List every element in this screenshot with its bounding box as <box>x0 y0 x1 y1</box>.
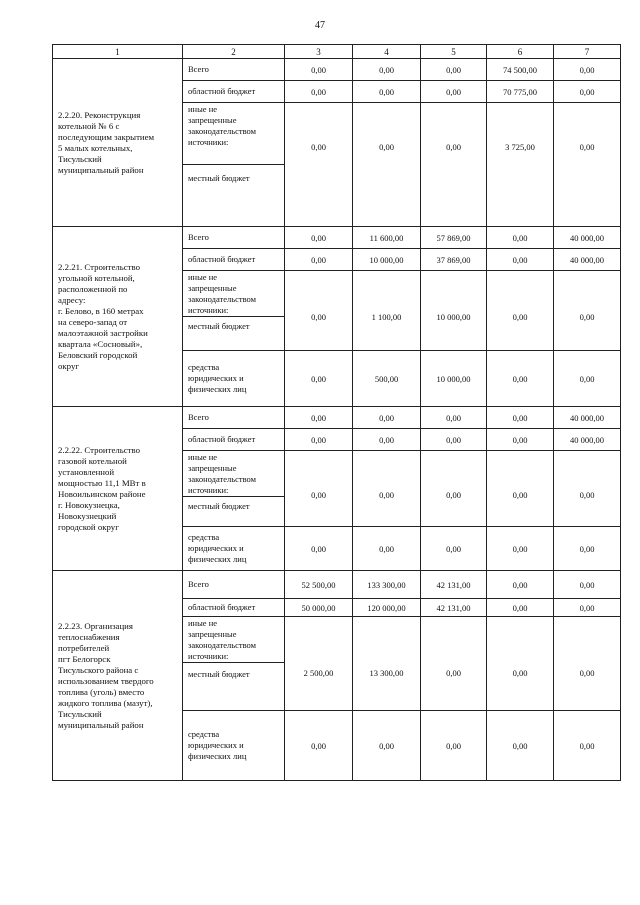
column-header: 2 <box>183 45 285 59</box>
value-cell: 0,00 <box>487 711 554 781</box>
value-cell: 37 869,00 <box>421 249 487 271</box>
source-label <box>183 271 285 317</box>
value-cell: 0,00 <box>421 103 487 227</box>
value-cell: 0,00 <box>421 81 487 103</box>
value-cell: 500,00 <box>353 351 421 407</box>
value-cell: 40 000,00 <box>554 407 621 429</box>
value-cell: 0,00 <box>285 103 353 227</box>
value-cell: 10 000,00 <box>421 271 487 351</box>
value-cell: 0,00 <box>554 59 621 81</box>
value-cell: 40 000,00 <box>554 249 621 271</box>
budget-table <box>52 44 621 781</box>
column-header: 5 <box>421 45 487 59</box>
value-cell: 0,00 <box>421 429 487 451</box>
value-cell: 0,00 <box>285 59 353 81</box>
value-cell: 0,00 <box>421 407 487 429</box>
project-name-cell <box>53 59 183 227</box>
project-name: 2.2.22. Строительство газовой котельной установленной мощностью 11,1 МВт в Новоильинском районе г. Новокузнецка, Новокузнецкий городской округ <box>58 444 146 532</box>
value-cell: 50 000,00 <box>285 599 353 617</box>
table-row <box>53 571 621 599</box>
value-cell: 0,00 <box>487 451 554 527</box>
source-label: областной бюджет <box>183 599 285 617</box>
value-cell: 0,00 <box>487 599 554 617</box>
table-row <box>53 227 621 249</box>
table-row <box>53 407 621 429</box>
value-cell: 0,00 <box>353 451 421 527</box>
value-cell: 0,00 <box>353 429 421 451</box>
source-label <box>183 711 285 781</box>
legal-entities-label: средства юридических и физических лиц <box>188 729 247 761</box>
project-name-cell <box>53 407 183 571</box>
value-cell: 0,00 <box>554 271 621 351</box>
source-label: местный бюджет <box>183 165 285 227</box>
source-label: областной бюджет <box>183 429 285 451</box>
value-cell: 0,00 <box>554 451 621 527</box>
value-cell: 0,00 <box>353 103 421 227</box>
value-cell: 0,00 <box>285 451 353 527</box>
value-cell: 0,00 <box>285 429 353 451</box>
value-cell: 0,00 <box>487 249 554 271</box>
value-cell: 40 000,00 <box>554 429 621 451</box>
table-header-row <box>53 45 621 59</box>
source-label: областной бюджет <box>183 249 285 271</box>
source-label: местный бюджет <box>183 317 285 351</box>
value-cell: 0,00 <box>554 599 621 617</box>
value-cell: 120 000,00 <box>353 599 421 617</box>
value-cell: 0,00 <box>487 271 554 351</box>
other-sources-heading: иные не запрещенные законодательством источники: <box>188 618 257 661</box>
value-cell: 133 300,00 <box>353 571 421 599</box>
table-row <box>53 59 621 81</box>
column-header: 1 <box>53 45 183 59</box>
value-cell: 57 869,00 <box>421 227 487 249</box>
column-header: 4 <box>353 45 421 59</box>
value-cell: 0,00 <box>487 407 554 429</box>
source-label: областной бюджет <box>183 81 285 103</box>
legal-entities-label: средства юридических и физических лиц <box>188 362 247 394</box>
other-sources-heading: иные не запрещенные законодательством источники: <box>188 272 257 315</box>
value-cell: 0,00 <box>421 451 487 527</box>
value-cell: 0,00 <box>487 351 554 407</box>
value-cell: 0,00 <box>353 527 421 571</box>
value-cell: 11 600,00 <box>353 227 421 249</box>
source-label <box>183 103 285 165</box>
value-cell: 0,00 <box>353 59 421 81</box>
value-cell: 0,00 <box>554 527 621 571</box>
value-cell: 0,00 <box>285 81 353 103</box>
value-cell: 70 775,00 <box>487 81 554 103</box>
value-cell: 0,00 <box>285 249 353 271</box>
value-cell: 0,00 <box>487 571 554 599</box>
value-cell: 0,00 <box>487 227 554 249</box>
other-sources-heading: иные не запрещенные законодательством источники: <box>188 104 257 147</box>
source-label: Всего <box>183 59 285 81</box>
value-cell: 0,00 <box>421 59 487 81</box>
value-cell: 0,00 <box>285 271 353 351</box>
value-cell: 3 725,00 <box>487 103 554 227</box>
value-cell: 10 000,00 <box>353 249 421 271</box>
value-cell: 40 000,00 <box>554 227 621 249</box>
value-cell: 42 131,00 <box>421 599 487 617</box>
value-cell: 0,00 <box>421 711 487 781</box>
page-number: 47 <box>315 20 325 31</box>
source-label <box>183 527 285 571</box>
value-cell: 2 500,00 <box>285 617 353 711</box>
value-cell: 42 131,00 <box>421 571 487 599</box>
value-cell: 0,00 <box>487 429 554 451</box>
value-cell: 0,00 <box>353 81 421 103</box>
value-cell: 0,00 <box>285 351 353 407</box>
value-cell: 0,00 <box>285 711 353 781</box>
value-cell: 0,00 <box>353 407 421 429</box>
value-cell: 0,00 <box>554 711 621 781</box>
other-sources-heading: иные не запрещенные законодательством источники: <box>188 452 257 495</box>
source-label: Всего <box>183 571 285 599</box>
project-name: 2.2.23. Организация теплоснабжения потребителей пгт Белогорск Тисульского района с использованием твердого топлива (уголь) вместо жидкого топлива (мазут), Тисульский муниципальный район <box>58 620 154 730</box>
value-cell: 52 500,00 <box>285 571 353 599</box>
source-label <box>183 351 285 407</box>
value-cell: 74 500,00 <box>487 59 554 81</box>
project-name-cell <box>53 227 183 407</box>
column-header: 3 <box>285 45 353 59</box>
value-cell: 0,00 <box>487 617 554 711</box>
source-label <box>183 617 285 663</box>
value-cell: 1 100,00 <box>353 271 421 351</box>
value-cell: 0,00 <box>285 227 353 249</box>
source-label: местный бюджет <box>183 663 285 711</box>
value-cell: 0,00 <box>554 617 621 711</box>
value-cell: 0,00 <box>421 527 487 571</box>
value-cell: 0,00 <box>554 571 621 599</box>
source-label: местный бюджет <box>183 497 285 527</box>
value-cell: 0,00 <box>421 617 487 711</box>
value-cell: 0,00 <box>554 81 621 103</box>
column-header: 7 <box>554 45 621 59</box>
value-cell: 13 300,00 <box>353 617 421 711</box>
value-cell: 0,00 <box>353 711 421 781</box>
project-name: 2.2.20. Реконструкция котельной № 6 с последующим закрытием 5 малых котельных, Тисульский муниципальный район <box>58 109 155 175</box>
value-cell: 0,00 <box>285 407 353 429</box>
project-name: 2.2.21. Строительство угольной котельной, расположенной по адресу: г. Белово, в 160 метрах на северо-запад от малоэтажной застройки квартала «Сосновый», Беловский городской округ <box>58 261 148 371</box>
value-cell: 10 000,00 <box>421 351 487 407</box>
source-label <box>183 451 285 497</box>
project-name-cell <box>53 571 183 781</box>
column-header: 6 <box>487 45 554 59</box>
value-cell: 0,00 <box>487 527 554 571</box>
value-cell: 0,00 <box>554 351 621 407</box>
source-label: Всего <box>183 227 285 249</box>
legal-entities-label: средства юридических и физических лиц <box>188 532 247 564</box>
source-label: Всего <box>183 407 285 429</box>
value-cell: 0,00 <box>554 103 621 227</box>
value-cell: 0,00 <box>285 527 353 571</box>
